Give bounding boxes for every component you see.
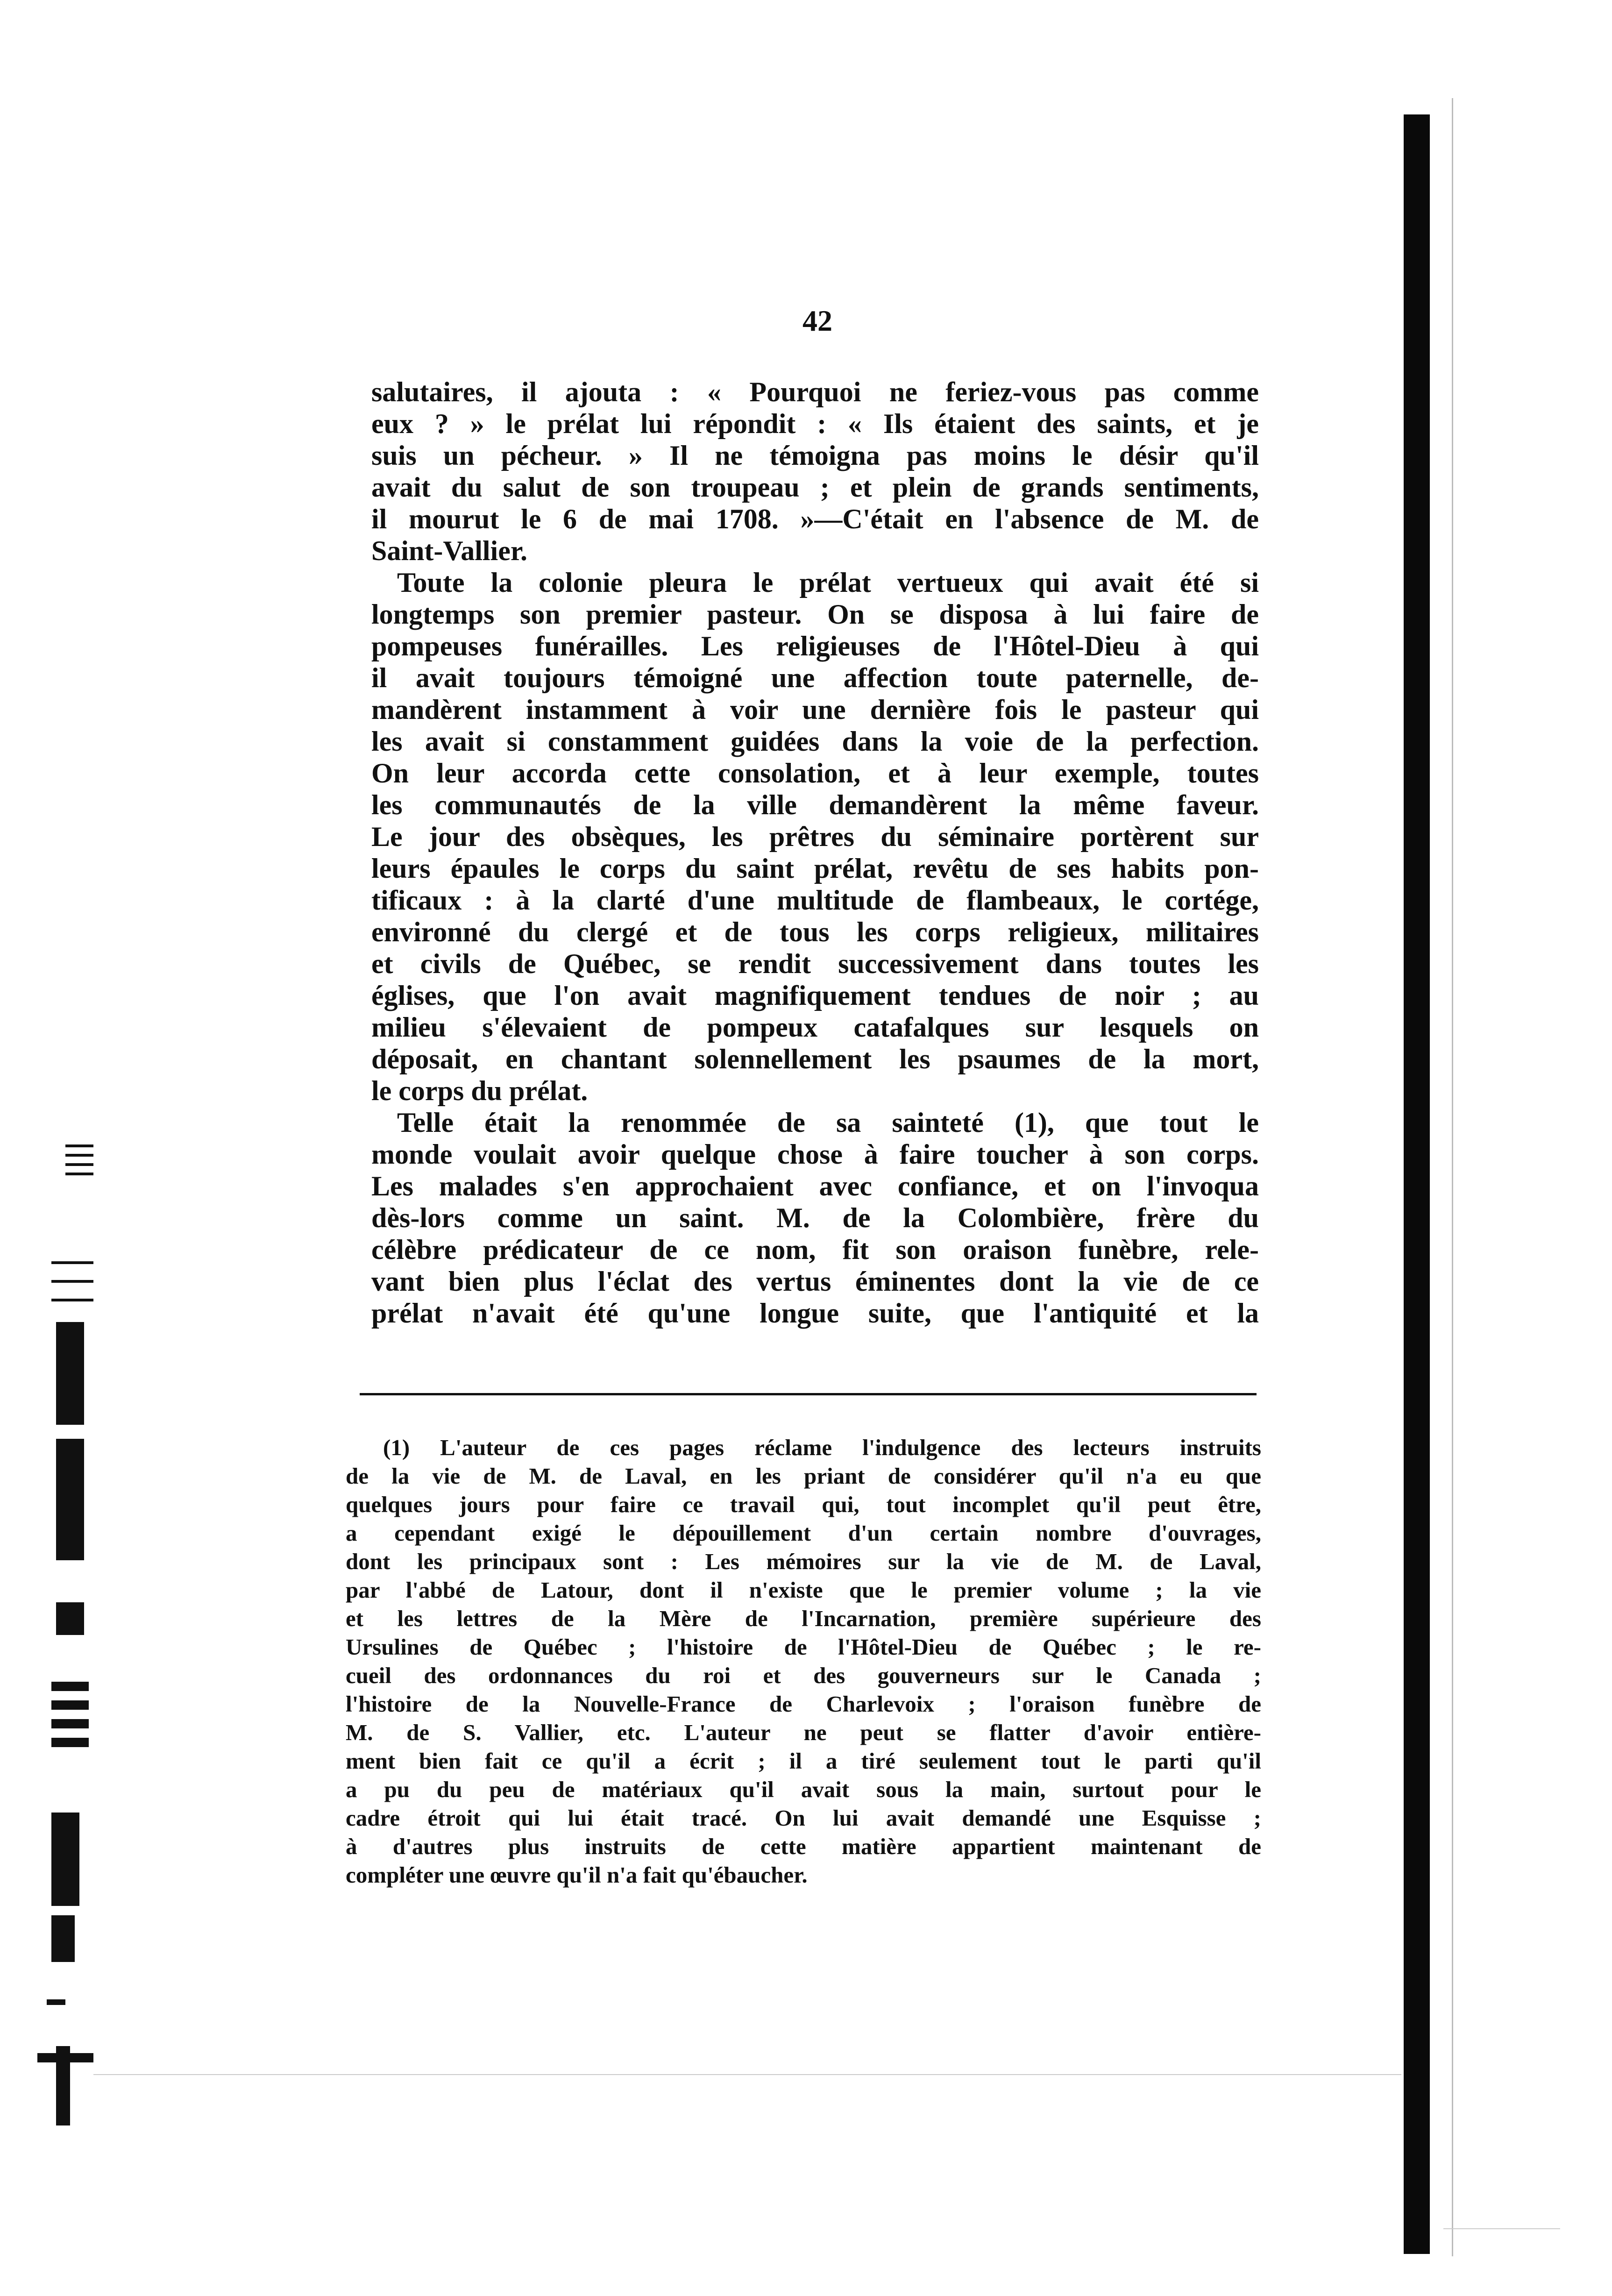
footnote-line: à d'autres plus instruits de cette matière appartient maintenant de bbox=[346, 1834, 1261, 1859]
scan-artifact bbox=[65, 1144, 93, 1147]
footnote-line: (1) L'auteur de ces pages réclame l'indulgence des lecteurs instruits bbox=[383, 1435, 1261, 1460]
scan-artifact bbox=[51, 1299, 93, 1301]
body-line: dès-lors comme un saint. M. de la Colombière, frère du bbox=[371, 1202, 1259, 1233]
scan-artifact bbox=[51, 1261, 93, 1264]
body-line: et civils de Québec, se rendit successivement dans toutes les bbox=[371, 948, 1259, 979]
body-line: Les malades s'en approchaient avec confiance, et on l'invoqua bbox=[371, 1171, 1259, 1201]
scan-artifact bbox=[51, 1915, 75, 1962]
footnote-line: par l'abbé de Latour, dont il n'existe que le premier volume ; la vie bbox=[346, 1577, 1261, 1603]
body-line: le corps du prélat. bbox=[371, 1075, 588, 1106]
scan-artifact bbox=[56, 1602, 84, 1635]
scan-artifact bbox=[56, 2046, 70, 2125]
scan-edge-line bbox=[1452, 98, 1453, 2256]
body-line: Toute la colonie pleura le prélat vertueux qui avait été si bbox=[397, 567, 1259, 598]
body-line: il avait toujours témoigné une affection toute paternelle, de- bbox=[371, 662, 1259, 693]
scan-artifact bbox=[51, 1719, 89, 1728]
scan-artifact bbox=[51, 1682, 89, 1691]
scan-artifact bbox=[93, 2074, 1401, 2075]
footnote-line: a pu du peu de matériaux qu'il avait sous la main, surtout pour le bbox=[346, 1777, 1261, 1802]
body-line: pompeuses funérailles. Les religieuses de l'Hôtel-Dieu à qui bbox=[371, 631, 1259, 661]
body-line: tificaux : à la clarté d'une multitude de flambeaux, le cortége, bbox=[371, 885, 1259, 916]
scan-artifact bbox=[1443, 2228, 1560, 2229]
scan-artifact bbox=[47, 1999, 65, 2005]
footnote-line: quelques jours pour faire ce travail qui, tout incomplet qu'il peut être, bbox=[346, 1492, 1261, 1517]
body-line: environné du clergé et de tous les corps religieux, militaires bbox=[371, 917, 1259, 947]
scan-edge-bar bbox=[1404, 114, 1430, 2254]
body-line: milieu s'élevaient de pompeux catafalques sur lesquels on bbox=[371, 1012, 1259, 1043]
body-line: Saint-Vallier. bbox=[371, 535, 527, 566]
body-line: les avait si constamment guidées dans la voie de la perfection. bbox=[371, 726, 1259, 757]
scan-artifact bbox=[56, 1322, 84, 1425]
scan-artifact bbox=[65, 1173, 93, 1175]
body-line: églises, que l'on avait magnifiquement tendues de noir ; au bbox=[371, 980, 1259, 1011]
body-line: vant bien plus l'éclat des vertus éminentes dont la vie de ce bbox=[371, 1266, 1259, 1297]
footnote-line: de la vie de M. de Laval, en les priant de considérer qu'il n'a eu que bbox=[346, 1463, 1261, 1489]
body-line: Telle était la renommée de sa sainteté (1), que tout le bbox=[397, 1107, 1259, 1138]
scan-artifact bbox=[51, 1700, 89, 1710]
body-line: avait du salut de son troupeau ; et plein de grands sentiments, bbox=[371, 472, 1259, 503]
body-line: prélat n'avait été qu'une longue suite, que l'antiquité et la bbox=[371, 1298, 1259, 1329]
footnote-divider bbox=[360, 1393, 1257, 1395]
footnote-line: cadre étroit qui lui était tracé. On lui avait demandé une Esquisse ; bbox=[346, 1805, 1261, 1831]
footnote-line: compléter une œuvre qu'il n'a fait qu'ébaucher. bbox=[346, 1862, 808, 1888]
footnote-line: et les lettres de la Mère de l'Incarnation, première supérieure des bbox=[346, 1606, 1261, 1631]
body-line: les communautés de la ville demandèrent la même faveur. bbox=[371, 789, 1259, 820]
scan-artifact bbox=[56, 1439, 84, 1560]
scan-artifact bbox=[51, 1280, 93, 1283]
footnote-line: Ursulines de Québec ; l'histoire de l'Hôtel-Dieu de Québec ; le re- bbox=[346, 1634, 1261, 1660]
body-line: salutaires, il ajouta : « Pourquoi ne feriez-vous pas comme bbox=[371, 377, 1259, 407]
footnote-line: cueil des ordonnances du roi et des gouverneurs sur le Canada ; bbox=[346, 1663, 1261, 1688]
body-line: mandèrent instamment à voir une dernière fois le pasteur qui bbox=[371, 694, 1259, 725]
body-line: il mourut le 6 de mai 1708. »—C'était en l'absence de M. de bbox=[371, 504, 1259, 534]
body-line: Le jour des obsèques, les prêtres du séminaire portèrent sur bbox=[371, 821, 1259, 852]
scan-artifact bbox=[65, 1163, 93, 1166]
body-line: suis un pécheur. » Il ne témoigna pas moins le désir qu'il bbox=[371, 440, 1259, 471]
footnote-line: ment bien fait ce qu'il a écrit ; il a tiré seulement tout le parti qu'il bbox=[346, 1748, 1261, 1774]
body-line: longtemps son premier pasteur. On se disposa à lui faire de bbox=[371, 599, 1259, 630]
footnote bbox=[346, 1433, 1261, 1889]
scan-artifact bbox=[51, 1813, 79, 1906]
scan-artifact bbox=[65, 1154, 93, 1157]
body-line: déposait, en chantant solennellement les psaumes de la mort, bbox=[371, 1044, 1259, 1074]
body-line: On leur accorda cette consolation, et à leur exemple, toutes bbox=[371, 758, 1259, 789]
body-text bbox=[371, 376, 1259, 1329]
body-line: eux ? » le prélat lui répondit : « Ils étaient des saints, et je bbox=[371, 408, 1259, 439]
footnote-line: l'histoire de la Nouvelle-France de Charlevoix ; l'oraison funèbre de bbox=[346, 1691, 1261, 1717]
footnote-line: dont les principaux sont : Les mémoires sur la vie de M. de Laval, bbox=[346, 1549, 1261, 1574]
body-line: monde voulait avoir quelque chose à faire toucher à son corps. bbox=[371, 1139, 1259, 1170]
scan-artifact bbox=[51, 1738, 89, 1747]
footnote-line: M. de S. Vallier, etc. L'auteur ne peut se flatter d'avoir entière- bbox=[346, 1720, 1261, 1745]
footnote-line: a cependant exigé le dépouillement d'un certain nombre d'ouvrages, bbox=[346, 1520, 1261, 1546]
body-line: célèbre prédicateur de ce nom, fit son oraison funèbre, rele- bbox=[371, 1234, 1259, 1265]
body-line: leurs épaules le corps du saint prélat, revêtu de ses habits pon- bbox=[371, 853, 1259, 884]
page-number: 42 bbox=[802, 304, 832, 337]
